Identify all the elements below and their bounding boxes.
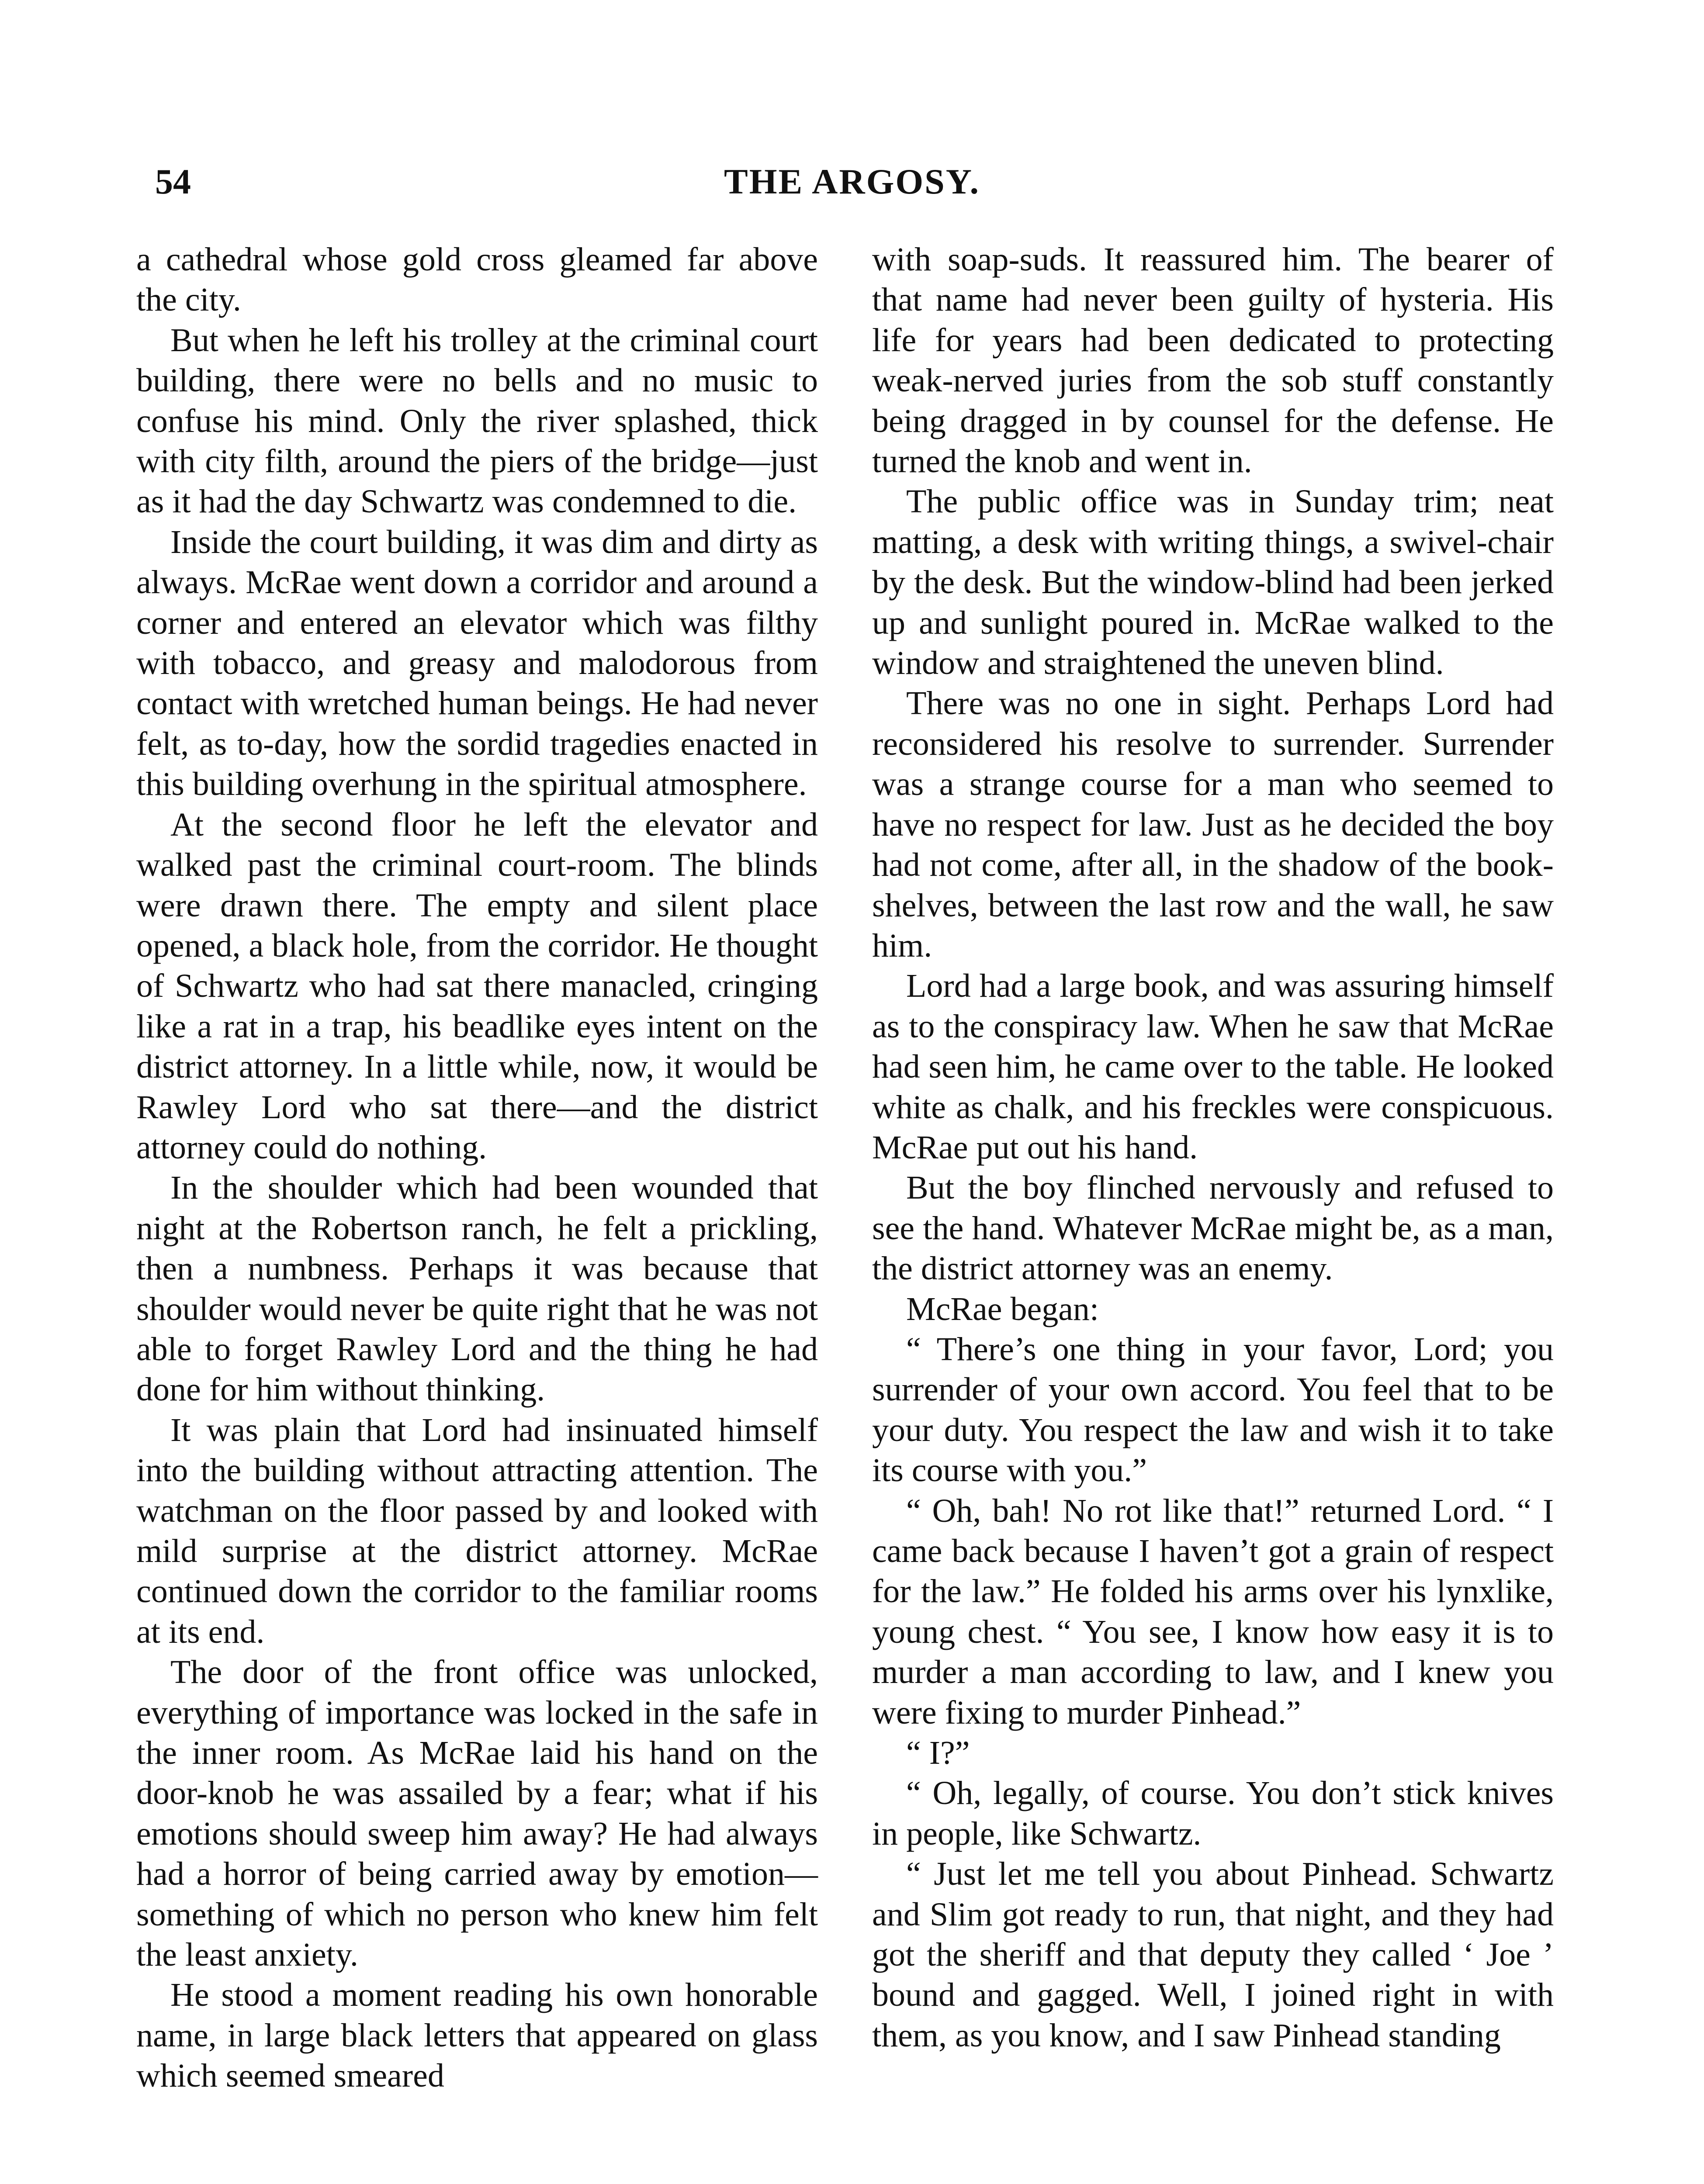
paragraph: He stood a moment reading his own honorable name, in large black letters that appeared on glass which seemed smeared — [136, 1977, 818, 2094]
paragraph: Inside the court building, it was dim and dirty as always. McRae went down a corridor and around a corner and entered an elevator which was filthy with tobacco, and greasy and malodorous from contact with wretched human beings. He had never felt, as to-day, how the sordid tragedies enacted in this building overhung in the spiritual atmosphere. — [136, 523, 818, 803]
paragraph: At the second floor he left the elevator and walked past the criminal court-room. The blinds were drawn there. The empty and silent place opened, a black hole, from the corridor. He thought of Schwartz who had sat there manacled, cringing like a rat in a trap, his beadlike eyes intent on the district attorney. In a little while, now, it would be Rawley Lord who sat there—and the district attorney could do nothing. — [136, 806, 818, 1166]
paragraph: Lord had a large book, and was assuring himself as to the conspiracy law. When he saw that McRae had seen him, he came over to the table. He looked white as chalk, and his freckles were conspicuous. McRae put out his hand. — [872, 968, 1554, 1166]
paragraph: There was no one in sight. Perhaps Lord had reconsidered his resolve to surrender. Surrender was a strange course for a man who seemed to have no respect for law. Just as he decided the boy had not come, after all, in the shadow of the book-shelves, between the last row and the wall, he saw him. — [872, 685, 1554, 964]
running-head: THE ARGOSY. — [724, 162, 980, 201]
paragraph: It was plain that Lord had insinuated himself into the building without attracting attention. The watchman on the floor passed by and looked with mild surprise at the district attorney. McRae continued down the corridor to the familiar rooms at its end. — [136, 1411, 818, 1650]
paragraph: “ Just let me tell you about Pinhead. Schwartz and Slim got ready to run, that night, and they had got the sheriff and that deputy they called ‘ Joe ’ bound and gagged. Well, I joined right in with them, as you know, and I saw Pinhead standing — [872, 1856, 1554, 2054]
paragraph: But when he left his trolley at the criminal court building, there were no bells and no music to confuse his mind. Only the river splashed, thick with city filth, around the piers of the bridge—just as it had the day Schwartz was condemned to die. — [136, 321, 818, 520]
paragraph: The public office was in Sunday trim; neat matting, a desk with writing things, a swivel-chair by the desk. But the window-blind had been jerked up and sunlight poured in. McRae walked to the window and straightened the uneven blind. — [872, 483, 1554, 682]
paragraph: McRae began: — [906, 1290, 1099, 1327]
page-number: 54 — [155, 162, 191, 201]
paragraph: with soap-suds. It reassured him. The bearer of that name had never been guilty of hysteria. His life for years had been dedicated to protecting weak-nerved juries from the sob stuff constantly being dragged in by counsel for the defense. He turned the knob and went in. — [872, 241, 1554, 480]
paragraph: “ There’s one thing in your favor, Lord; you surrender of your own accord. You feel that to be your duty. You respect the law and wish it to take its course with you.” — [872, 1330, 1554, 1489]
paragraph: “ Oh, bah! No rot like that!” returned Lord. “ I came back because I haven’t got a grain of respect for the law.” He folded his arms over his lynxlike, young chest. “ You see, I know how easy it is to murder a man according to law, and I knew you were fixing to murder Pinhead.” — [872, 1492, 1554, 1731]
paragraph: “ I?” — [906, 1735, 970, 1772]
paragraph: The door of the front office was unlocked, everything of importance was locked in the safe in the inner room. As McRae laid his hand on the door-knob he was assailed by a fear; what if his emotions should sweep him away? He had always had a horror of being carried away by emotion—something of which no person who knew him felt the least anxiety. — [136, 1654, 818, 1973]
paragraph: In the shoulder which had been wounded that night at the Robertson ranch, he felt a prickling, then a numbness. Perhaps it was because that shoulder would never be quite right that he was not able to forget Rawley Lord and the thing he had done for him without thinking. — [136, 1169, 818, 1408]
right-column — [872, 239, 1554, 2056]
paragraph: “ Oh, legally, of course. You don’t stick knives in people, like Schwartz. — [872, 1775, 1554, 1852]
left-column — [136, 239, 818, 2096]
paragraph: a cathedral whose gold cross gleamed far above the city. — [136, 241, 818, 318]
paragraph: But the boy flinched nervously and refused to see the hand. Whatever McRae might be, as a man, the district attorney was an enemy. — [872, 1169, 1554, 1287]
